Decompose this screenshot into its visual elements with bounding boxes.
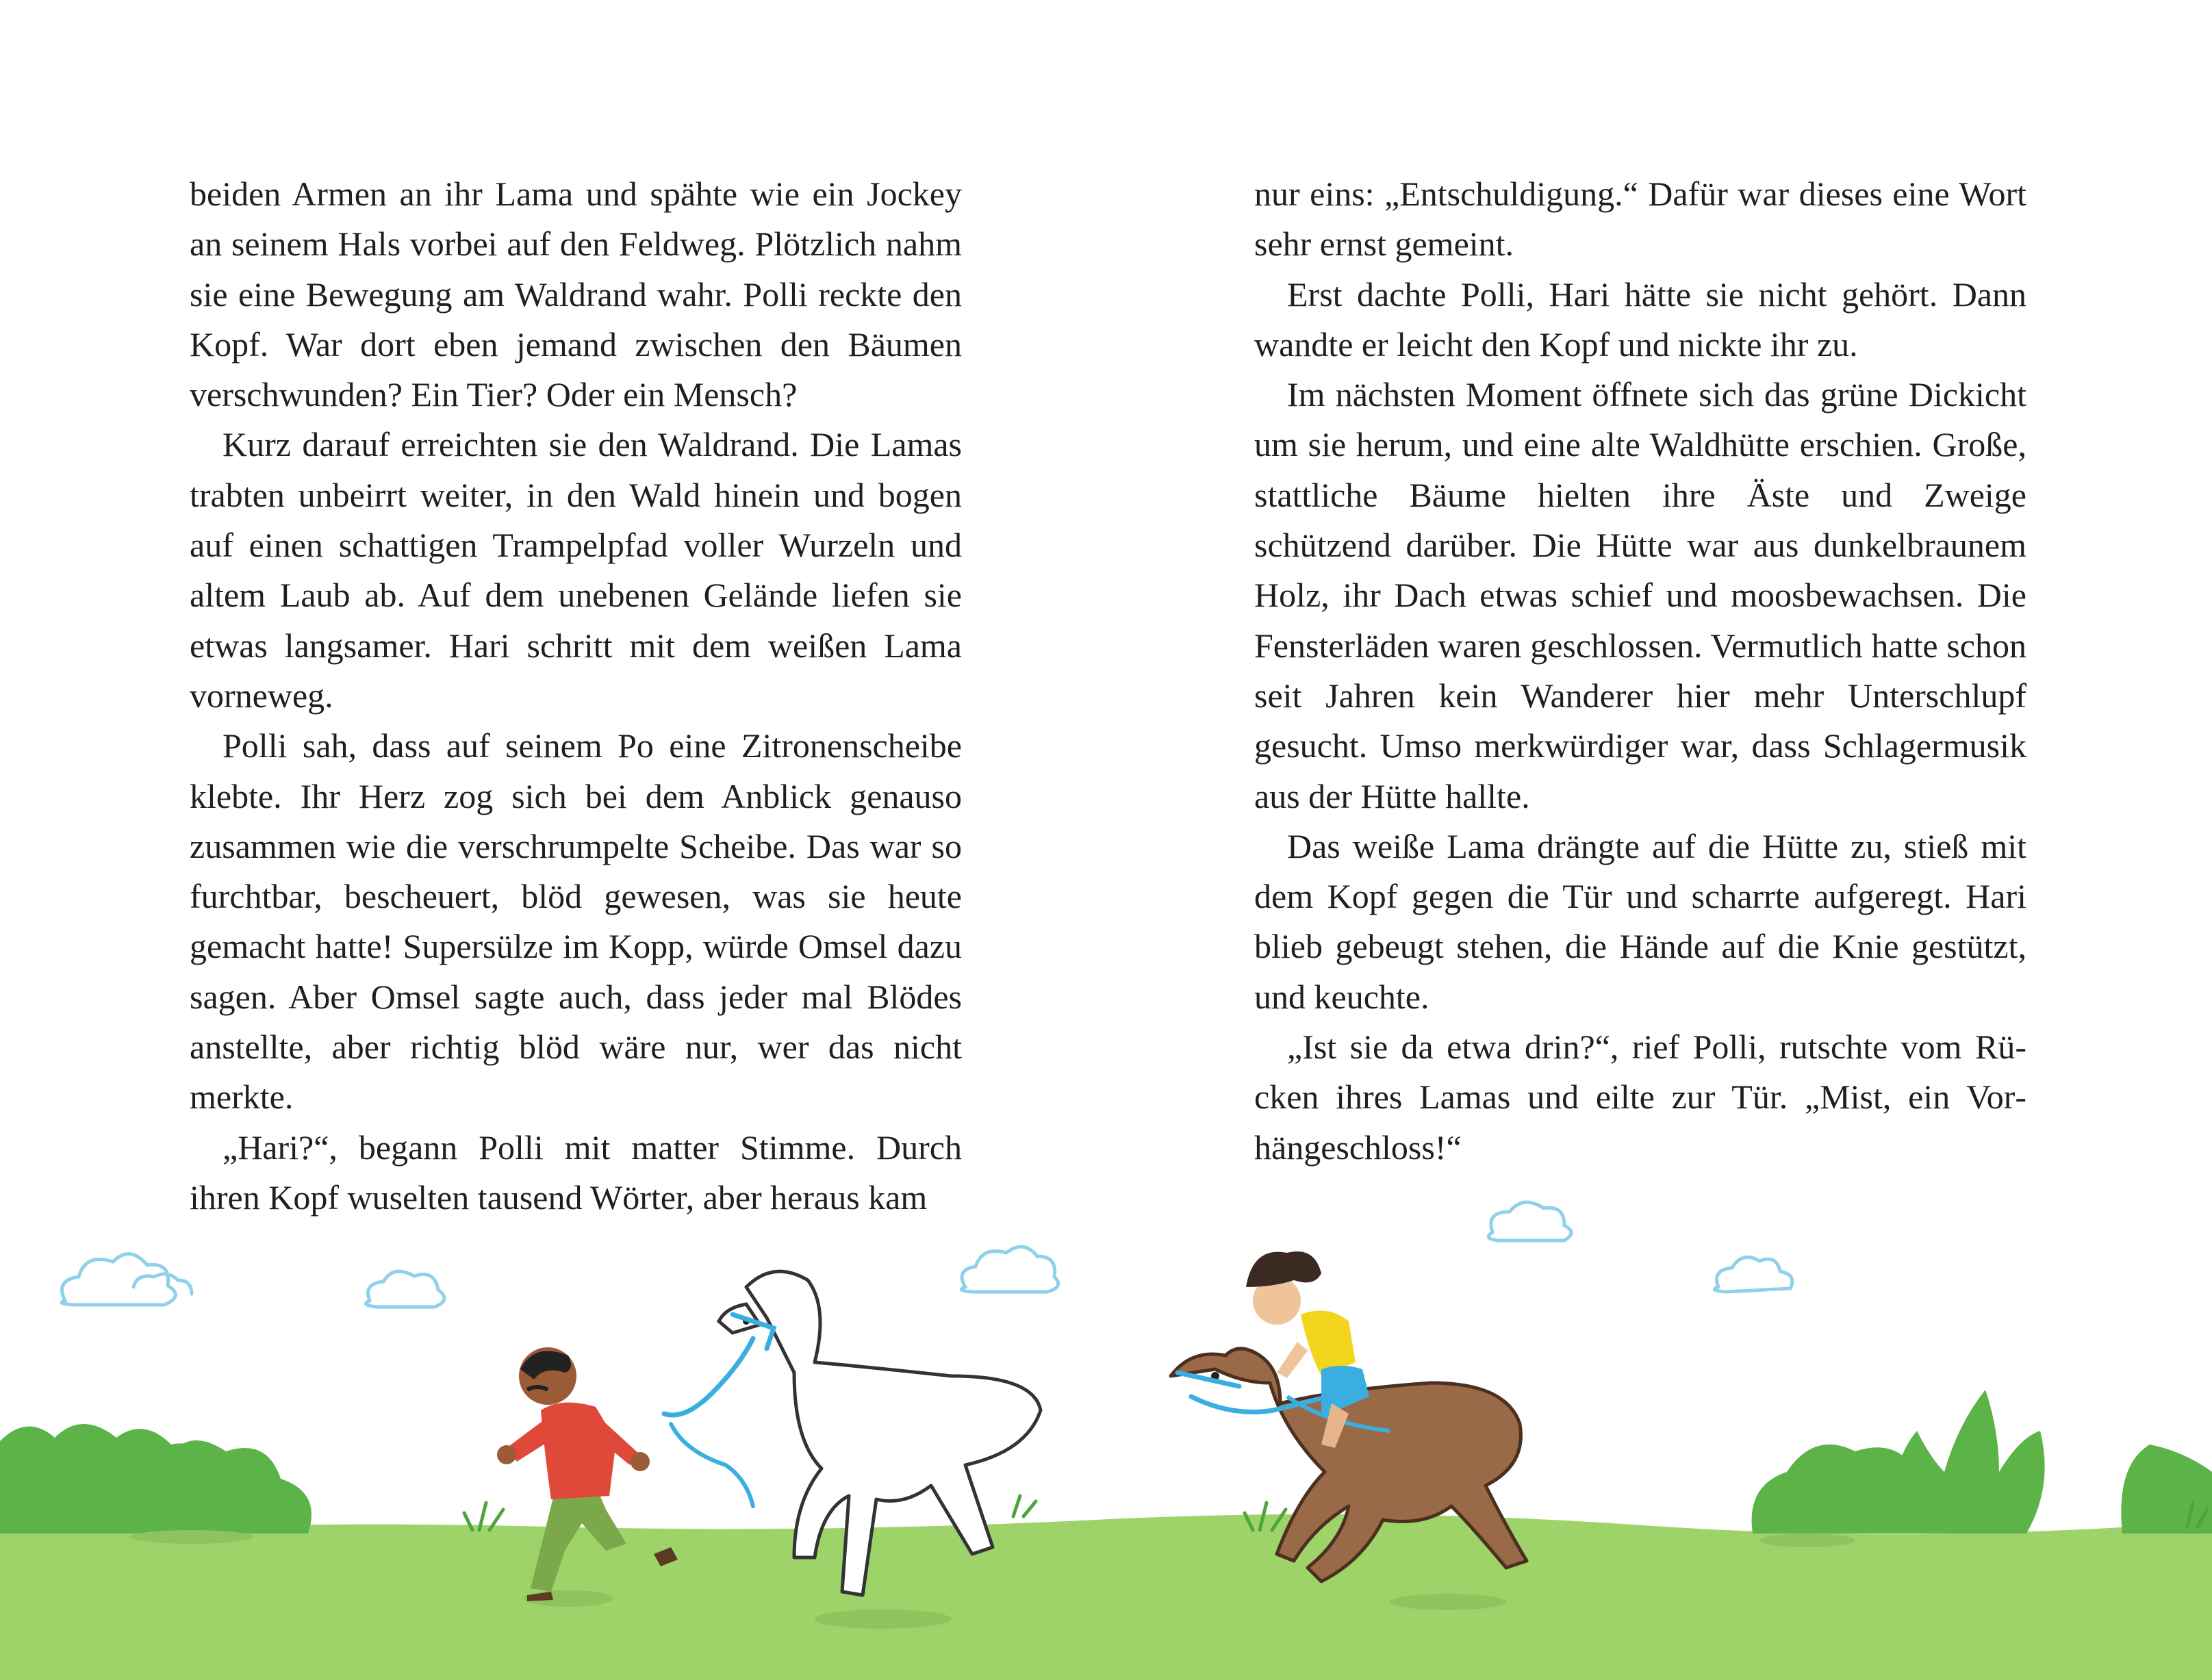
- paragraph: Erst dachte Polli, Hari hätte sie nicht gehört. Dann wandte er leicht den Kopf und nickte ihr zu.: [1254, 275, 2026, 364]
- paragraph: Das weiße Lama drängte auf die Hütte zu, stieß mit dem Kopf gegen die Tür und scharrte aufgeregt. Hari blieb gebeugt stehen, die Hände auf die Knie gestützt, und keuchte.: [1254, 826, 2026, 1016]
- bushes: [0, 1390, 2212, 1533]
- paragraph: Polli sah, dass auf seinem Po eine Zitronenscheibe klebte. Ihr Herz zog sich bei dem Anblick genauso zusammen wie die verschrumpelte Scheibe. Das war so furchtbar, bescheuert, blöd gewesen, was sie heute gemacht hatte! Supersülze im Kopp, würde Omsel dazu sagen. Aber Omsel sagte auch, dass jeder mal Blödes anstellte, aber richtig blöd wäre nur, wer das nicht merkte.: [190, 726, 962, 1117]
- grass-field: [0, 1514, 2212, 1680]
- clouds: [62, 1202, 1792, 1307]
- right-text-column: [1254, 169, 2026, 1173]
- left-text-column: [190, 169, 962, 1223]
- paragraph: nur eins: „Entschuldigung.“ Dafür war dieses eine Wort sehr ernst gemeint.: [1254, 175, 2026, 264]
- paragraph: beiden Armen an ihr Lama und spähte wie ein Jockey an seinem Hals vorbei auf den Feldweg. Plötzlich nahm sie eine Bewegung am Waldrand wahr. Polli reckte den Kopf. War dort eben jemand zwischen den Bäumen verschwunden? Ein Tier? Oder ein Mensch?: [190, 175, 962, 414]
- paragraph: „Hari?“, begann Polli mit matter Stimme. Durch ihren Kopf wuselten tausend Wörter, aber heraus kam: [190, 1128, 962, 1217]
- meadow-illustration: [0, 1164, 2212, 1680]
- paragraph: Im nächsten Moment öffnete sich das grüne Dickicht um sie herum, und eine alte Waldhütte erschien. Große, stattliche Bäume hielten ihre Äste und Zweige schützend darüber. Die Hütte war aus dunkelbraunem Holz, ihr Dach etwas schief und moosbewachsen. Die Fensterläden waren geschlossen. Vermutlich hatte schon seit Jahren kein Wanderer hier mehr Unterschlupf gesucht. Umso merkwürdiger war, dass Schlagermusik aus der Hütte hallte.: [1254, 375, 2026, 815]
- paragraph: „Ist sie da etwa drin?“, rief Polli, rutschte vom Rücken ihres Lamas und eilte zur Tür. „Mist, ein Vorhängeschloss!“: [1254, 1028, 2026, 1167]
- paragraph: Kurz darauf erreichten sie den Waldrand. Die Lamas trabten unbeirrt weiter, in den Wald hinein und bogen auf einen schattigen Trampelpfad voller Wurzeln und altem Laub ab. Auf dem unebenen Gelände liefen sie etwas langsamer. Hari schritt mit dem weißen Lama vorneweg.: [190, 425, 962, 715]
